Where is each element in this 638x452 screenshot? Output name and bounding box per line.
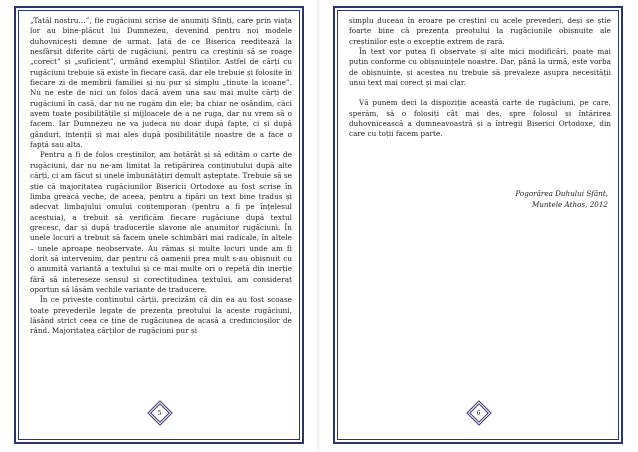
paragraph: Pentru a fi de folos creștinilor, am hotărât și să edităm o carte de rugăciuni, dar nu ne-am limitat la retipărirea conținutului după alte cărți, ci am făcut și unele îmbunătățiri demult așteptate. Trebuie să se știe că majoritatea rugăciunilor Bisericii Ortodoxe au fost scrise în limba greacă veche, de aceea, pentru a tipări un text bine tradus și adecvat limbajului omului contemporan (pentru a fi pe înțelesul acestuia), a trebuit să verificăm fiecare rugăciune după textul grecesc, dar și după traducerile slavone ale anumitor rugăciuni. În unele locuri a trebuit să facem unele schimbări mai radicale, în altele – unele aproape neobservate. Au rămas și multe locuri unde am fi dorit să intervenim, dar pentru că oamenii prea mult s-au obișnuit cu o anumită variantă a textului și ce mai multe ori o repetă din inerție fără să intereseze sensul și corectitudinea textului, am considerat oportun să lăsăm vechile variante de traducere. (30, 150, 292, 294)
signature (515, 188, 608, 210)
right-page-text (349, 16, 611, 140)
paragraph: Vă punem deci la dispoziție această carte de rugăciuni, pe care, sperăm, să o folosiți cât mai des, spre folosul și întărirea duhovnicească a dumneavoastră și a întregii Biserici Ortodoxe, din care cu toții facem parte. (349, 98, 611, 139)
paragraph: simplu duceau în eroare pe creștini cu acele prevederi, deși se știe foarte bine că prezența preotului la rugăciunile obișnuite ale creștinilor este o excepție extrem de rară. (349, 16, 611, 46)
right-page (319, 0, 638, 452)
signature-place: Pogorârea Duhului Sfânt, (515, 189, 608, 198)
paragraph: În ce privește conținutul cărții, precizăm că din ea au fost scoase toate prevederile legate de prezența preotului la aceste rugăciuni, lăsând strict ceea ce ține de rugăciunea de acasă a credincioșilor de rând. Majoritatea cărților de rugăciuni pur și (30, 295, 292, 336)
paragraph: În text vor putea fi observate și alte mici modificări, poate mai puțin conforme cu obișnuințele noastre. Dar, până la urmă, este vorba de obișnuințe, și acestea nu trebuie să prevaleze asupra necesității unui text mai corect și mai clar. (349, 47, 611, 88)
page-number: 5 (158, 409, 162, 417)
paragraph: „Tatăl nostru…”, fie rugăciuni scrise de anumiți Sfinți, care prin viața lor au bine-plăcut lui Dumnezeu, devenind pentru noi modele duhovnicești demne de urmat. Iată de ce Biserica reeditează la nesfârșit diferite cărți de rugăciuni, pentru ca creștinii să se roage „corect” și „suficient”, urmând exemplul Sfinților. Astfel de cărți cu rugăciuni trebuie să existe în fiecare casă, dar ele trebuie și folosite în fiecare zi de membrii familiei și nu pur și simplu „ținute la icoane”. Nu ne este de nici un folos dacă avem una sau mai multe cărți de rugăciuni în casă, dar nu ne rugăm din ele; ba chiar ne osândim, căci avem toate posibilitățile și mijloacele de a ne ruga, dar nu vrem să o facem. Iar Dumnezeu ne va judeca nu doar după fapte, ci și după gânduri, intenții și mai ales după posibilitățile noastre de a face o faptă sau alta. (30, 16, 292, 150)
page-number: 6 (477, 409, 481, 417)
signature-location-date: Muntele Athos, 2012 (531, 200, 608, 209)
left-page-text (30, 16, 292, 337)
